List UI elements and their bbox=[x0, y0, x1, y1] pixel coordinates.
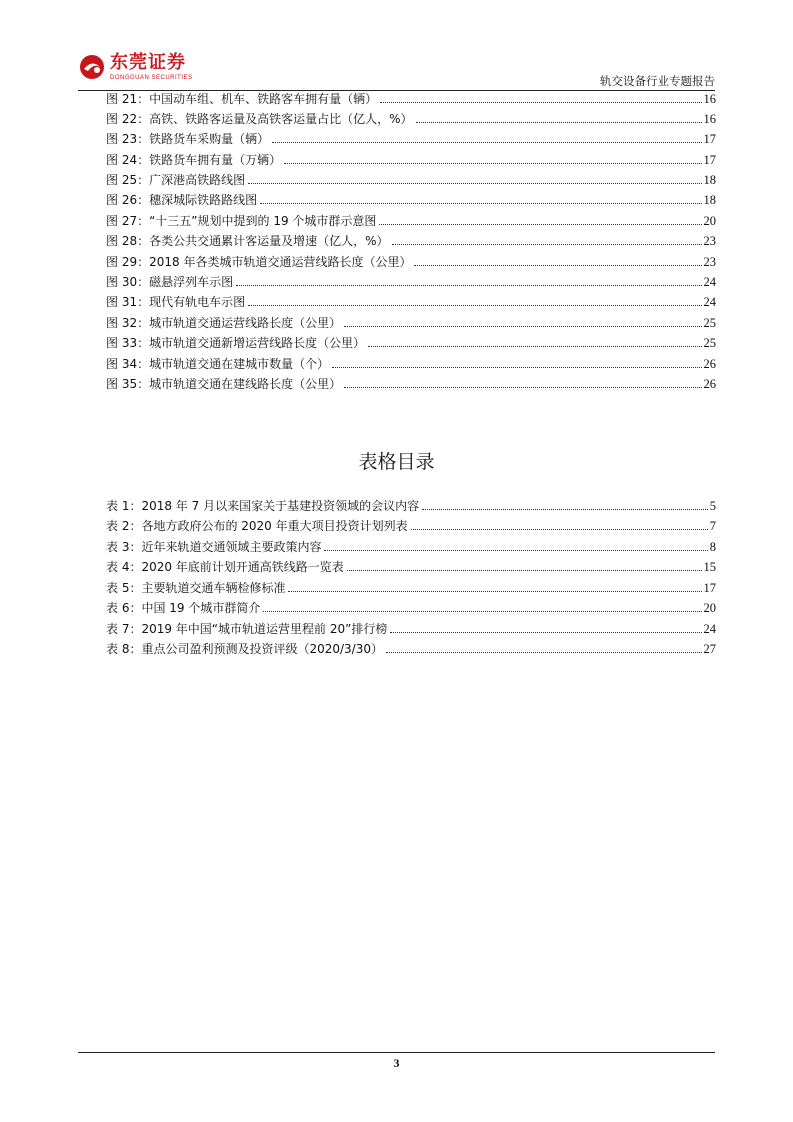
toc-entry[interactable]: 图 23：铁路货车采购量（辆） 17 bbox=[106, 132, 716, 146]
footer-divider bbox=[78, 1052, 715, 1053]
toc-entry[interactable]: 表 7：2019 年中国“城市轨道运营里程前 20”排行榜 24 bbox=[106, 622, 716, 636]
toc-entry[interactable]: 图 22：高铁、铁路客运量及高铁客运量占比（亿人，%） 16 bbox=[106, 112, 716, 126]
toc-entry[interactable]: 图 27：“十三五”规划中提到的 19 个城市群示意图 20 bbox=[106, 214, 716, 228]
toc-entry[interactable]: 图 31：现代有轨电车示图 24 bbox=[106, 295, 716, 309]
toc-entry[interactable]: 图 32：城市轨道交通运营线路长度（公里） 25 bbox=[106, 316, 716, 330]
toc-entry[interactable]: 图 33：城市轨道交通新增运营线路长度（公里） 25 bbox=[106, 336, 716, 350]
toc-entry[interactable]: 表 6：中国 19 个城市群简介 20 bbox=[106, 601, 716, 615]
page-header bbox=[78, 46, 715, 90]
logo-name-cn: 东莞证券 bbox=[110, 51, 186, 73]
toc-entry[interactable]: 图 35：城市轨道交通在建线路长度（公里） 26 bbox=[106, 377, 716, 391]
toc-entry[interactable]: 表 8：重点公司盈利预测及投资评级（2020/3/30） 27 bbox=[106, 642, 716, 656]
toc-entry[interactable]: 图 34：城市轨道交通在建城市数量（个） 26 bbox=[106, 357, 716, 371]
company-logo bbox=[78, 52, 193, 82]
toc-entry[interactable]: 表 4：2020 年底前计划开通高铁线路一览表 15 bbox=[106, 560, 716, 574]
report-title: 轨交设备行业专题报告 bbox=[600, 74, 715, 88]
toc-entry[interactable]: 图 29：2018 年各类城市轨道交通运营线路长度（公里） 23 bbox=[106, 255, 716, 269]
toc-entry[interactable]: 表 2：各地方政府公布的 2020 年重大项目投资计划列表 7 bbox=[106, 519, 716, 533]
toc-entry[interactable]: 图 30：磁悬浮列车示图 24 bbox=[106, 275, 716, 289]
toc-entry[interactable]: 图 21：中国动车组、机车、铁路客车拥有量（辆） 16 bbox=[106, 92, 716, 106]
toc-entry[interactable]: 表 3：近年来轨道交通领域主要政策内容 8 bbox=[106, 540, 716, 554]
toc-entry[interactable]: 图 24：铁路货车拥有量（万辆） 17 bbox=[106, 153, 716, 167]
logo-name-en: DONGGUAN SECURITIES bbox=[110, 74, 193, 81]
toc-entry[interactable]: 表 1：2018 年 7 月以来国家关于基建投资领域的会议内容 5 bbox=[106, 499, 716, 513]
toc-entry[interactable]: 表 5：主要轨道交通车辆检修标准 17 bbox=[106, 581, 716, 595]
toc-entry[interactable]: 图 26：穗深城际铁路路线图 18 bbox=[106, 193, 716, 207]
logo-mark-icon bbox=[78, 53, 106, 81]
toc-entry[interactable]: 图 28：各类公共交通累计客运量及增速（亿人，%） 23 bbox=[106, 234, 716, 248]
toc-entry[interactable]: 图 25：广深港高铁路线图 18 bbox=[106, 173, 716, 187]
tables-heading: 表格目录 bbox=[358, 451, 435, 473]
page-number: 3 bbox=[393, 1056, 400, 1070]
